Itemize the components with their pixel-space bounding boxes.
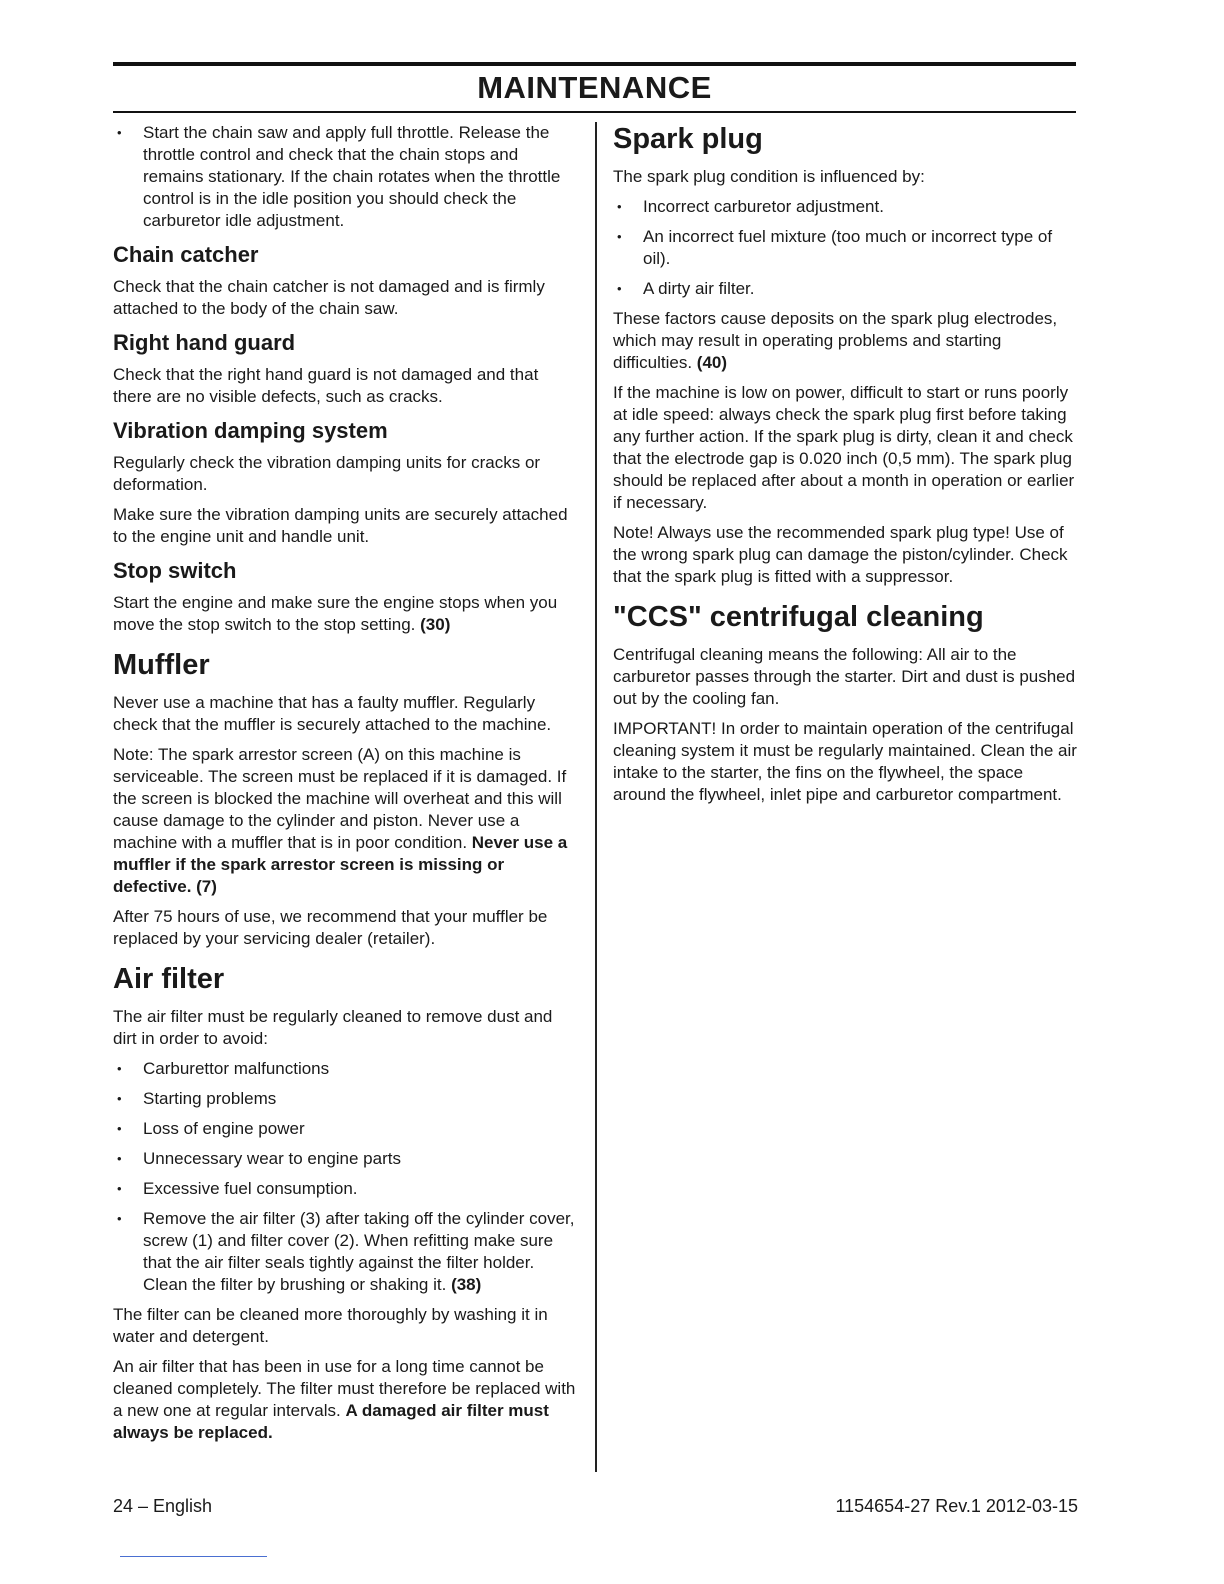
page-title: MAINTENANCE — [477, 70, 712, 105]
list-item: • Incorrect carburetor adjustment. — [613, 196, 1077, 218]
right-column — [613, 122, 1077, 814]
ccs-text-1: Centrifugal cleaning means the following: All air to the carburetor passes through the starter. Dirt and dust is pushed out by the cooling fan. — [613, 645, 1076, 708]
remove-filter-ref: (38) — [451, 1275, 482, 1294]
spark-plug-ref: (40) — [696, 353, 728, 372]
list-item: • Unnecessary wear to engine parts — [113, 1148, 577, 1170]
stop-switch-ref: (30) — [420, 615, 451, 634]
header-rule-bottom — [113, 111, 1076, 113]
air-filter-long-text: An air filter that has been in use for a long time cannot be cleaned completely. The filter must therefore be replaced with a new one at regular intervals. — [113, 1357, 576, 1420]
left-column — [113, 122, 577, 1452]
air-filter-heading: Air filter — [113, 963, 225, 995]
spark-plug-text-3: Note! Always use the recommended spark plug type! Use of the wrong spark plug can damage the piston/cylinder. Check that the spark plug is fitted with a suppressor. — [613, 523, 1068, 586]
list-item: • Carburettor malfunctions — [113, 1058, 577, 1080]
ccs-text-2: IMPORTANT! In order to maintain operation of the centrifugal cleaning system it must be regularly maintained. Clean the air intake to the starter, the fins on the flywheel, the space around the flywheel, inlet pipe and carburetor compartment. — [613, 719, 1077, 804]
air-filter-long-paragraph — [113, 1356, 577, 1444]
stop-switch-heading: Stop switch — [113, 558, 237, 583]
spark-plug-heading: Spark plug — [613, 123, 763, 155]
spark-plug-paragraph-1 — [613, 308, 1077, 374]
header-rule-top — [113, 62, 1076, 66]
vibration-heading: Vibration damping system — [113, 418, 388, 443]
air-filter-wash-text: The filter can be cleaned more thoroughly by washing it in water and detergent. — [113, 1305, 548, 1346]
air-filter-list — [113, 1058, 577, 1296]
column-divider — [595, 122, 597, 1472]
air-filter-warning: A damaged air filter must always be replaced. — [113, 1401, 549, 1442]
chain-catcher-heading: Chain catcher — [113, 242, 259, 267]
right-hand-guard-heading: Right hand guard — [113, 330, 296, 355]
vibration-text-1: Regularly check the vibration damping units for cracks or deformation. — [113, 453, 541, 494]
list-item: • Start the chain saw and apply full throttle. Release the throttle control and check that the chain stops and remains stationary. If the chain rotates when the throttle control is in the idle position you should check the carburetor idle adjustment. — [113, 122, 577, 232]
stop-switch-paragraph — [113, 592, 577, 636]
ccs-heading: "CCS" centrifugal cleaning — [613, 601, 984, 633]
document-id: 1154654-27 Rev.1 2012-03-15 — [835, 1496, 1078, 1516]
muffler-text-1: Never use a machine that has a faulty muffler. Regularly check that the muffler is securely attached to the machine. — [113, 693, 552, 734]
list-item: • A dirty air filter. — [613, 278, 1077, 300]
list-item — [113, 1208, 577, 1296]
muffler-text-2: Note: The spark arrestor screen (A) on this machine is serviceable. The screen must be replaced if it is damaged. If the screen is blocked the machine will overheat and this will cause damage to the cylinder and piston. Never use a machine with a muffler that is in poor condition. — [113, 745, 567, 852]
list-item: • Loss of engine power — [113, 1118, 577, 1140]
list-item: • An incorrect fuel mixture (too much or incorrect type of oil). — [613, 226, 1077, 270]
list-item: • Excessive fuel consumption. — [113, 1178, 577, 1200]
blue-rule — [120, 1556, 267, 1557]
spark-plug-text-2: If the machine is low on power, difficult to start or runs poorly at idle speed: always check the spark plug first before taking any further action. If the spark plug is dirty, clean it and check that the electrode gap is 0.020 inch (0,5 mm). The spark plug should be replaced after about a month in operation or earlier if necessary. — [613, 383, 1075, 512]
page-number: 24 – English — [113, 1496, 213, 1516]
spark-plug-intro: The spark plug condition is influenced by: — [613, 167, 925, 186]
muffler-heading: Muffler — [113, 649, 210, 681]
vibration-text-2: Make sure the vibration damping units are securely attached to the engine unit and handle unit. — [113, 505, 568, 546]
chain-catcher-text: Check that the chain catcher is not damaged and is firmly attached to the body of the chain saw. — [113, 277, 545, 318]
stop-switch-text: Start the engine and make sure the engine stops when you move the stop switch to the stop setting. — [113, 593, 558, 634]
spark-plug-text-1: These factors cause deposits on the spark plug electrodes, which may result in operating problems and starting difficulties. — [613, 309, 1058, 372]
muffler-paragraph-2 — [113, 744, 577, 898]
list-item: • Starting problems — [113, 1088, 577, 1110]
spark-plug-list — [613, 196, 1077, 300]
remove-filter-text: Remove the air filter (3) after taking off the cylinder cover, screw (1) and filter cover (2). When refitting make sure that the air filter seals tightly against the filter holder. Clean the filter by brushing or shaking it. — [143, 1209, 575, 1294]
intro-list — [113, 122, 577, 232]
air-filter-intro: The air filter must be regularly cleaned to remove dust and dirt in order to avoid: — [113, 1007, 553, 1048]
right-hand-guard-text: Check that the right hand guard is not damaged and that there are no visible defects, such as cracks. — [113, 365, 539, 406]
muffler-warning: Never use a muffler if the spark arrestor screen is missing or defective. (7) — [113, 833, 568, 896]
muffler-text-3: After 75 hours of use, we recommend that your muffler be replaced by your servicing dealer (retailer). — [113, 907, 548, 948]
